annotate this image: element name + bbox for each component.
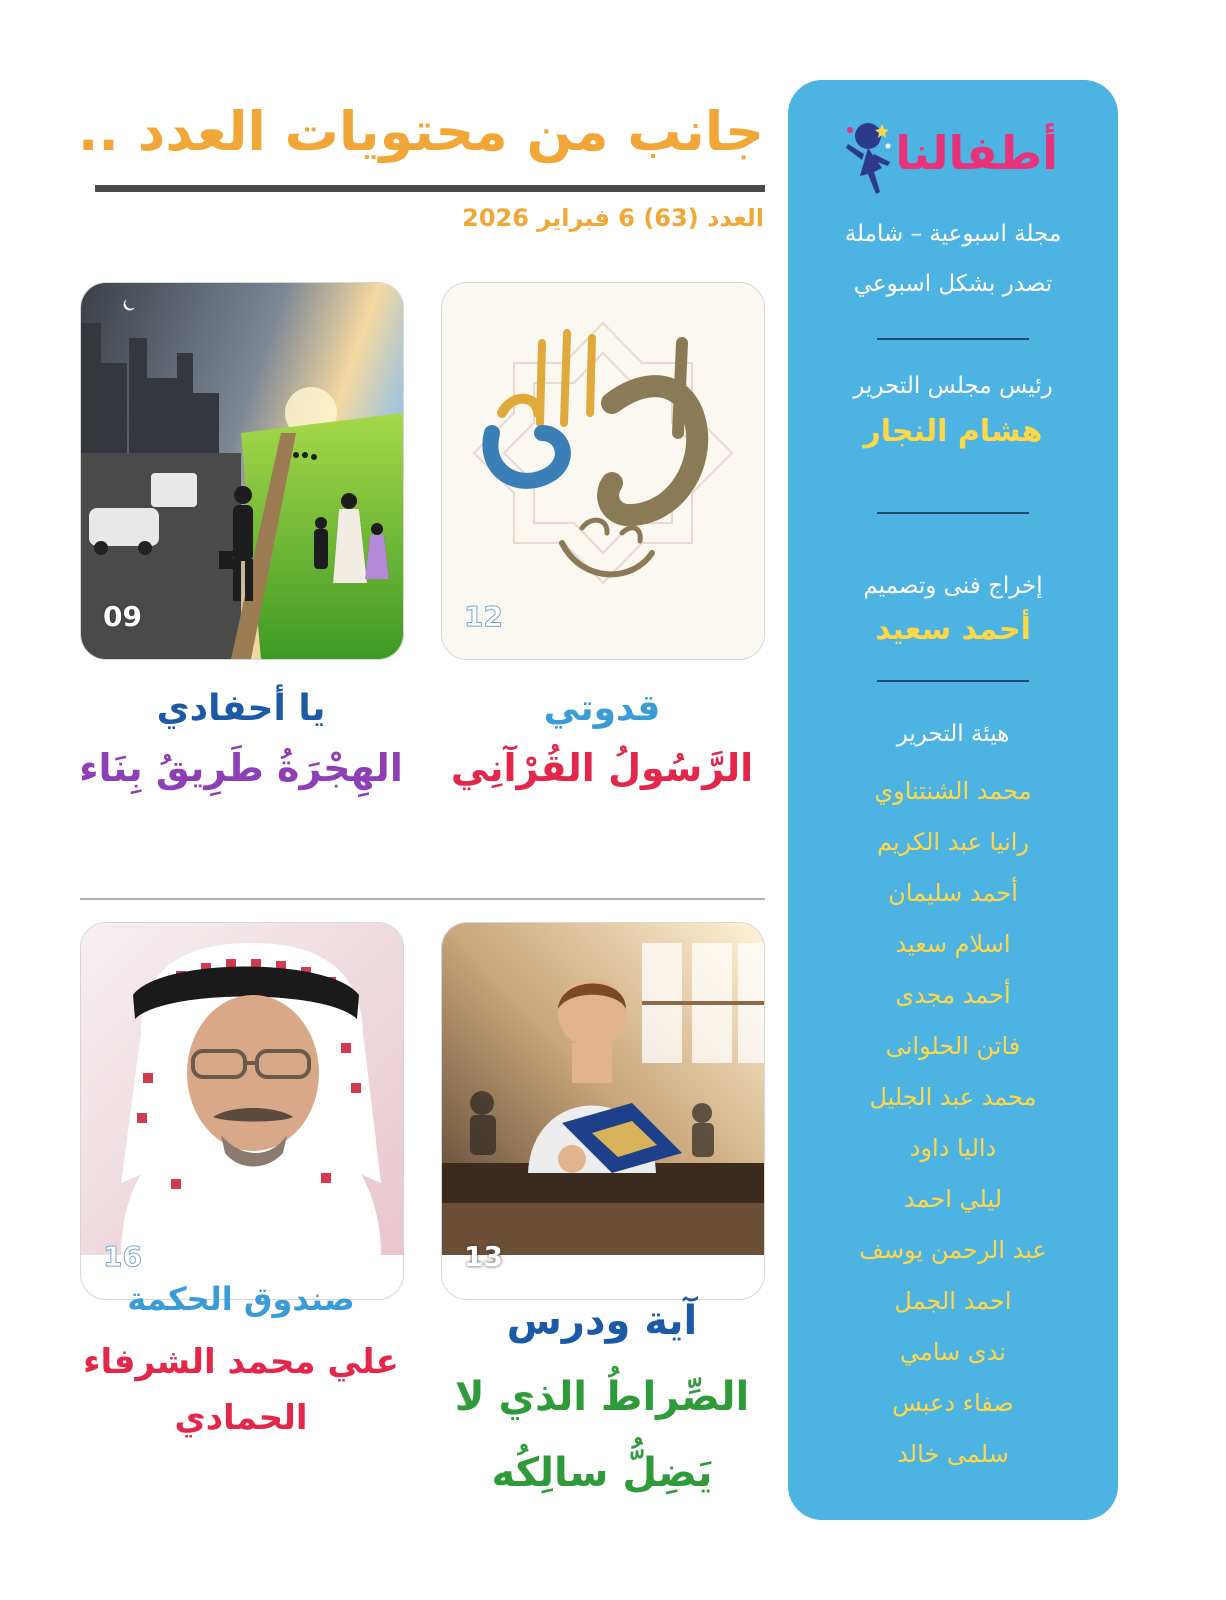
- title-underline: [95, 185, 765, 192]
- article-card-verse-lesson[interactable]: [441, 922, 765, 1300]
- design-label: إخراج فنى وتصميم: [863, 573, 1043, 599]
- article-subtitle: الرَّسُولُ القُرْآنِي: [450, 746, 754, 790]
- chief-editor-label: رئيس مجلس التحرير: [853, 373, 1053, 399]
- article-card-wisdom-box[interactable]: [80, 922, 404, 1300]
- tagline-weekly: مجلة اسبوعية – شاملة: [844, 221, 1062, 247]
- page-number: 13: [464, 1240, 503, 1273]
- student-reading-image: [442, 923, 764, 1255]
- article-title: يا أحفادي: [156, 688, 326, 729]
- divider: [877, 680, 1029, 682]
- section-divider: [80, 898, 765, 900]
- issue-info: العدد (63) 6 فبراير 2026: [462, 204, 764, 232]
- editorial-board-list: [788, 766, 1118, 1480]
- article-subtitle: الهِجْرَةُ طَرِيقُ بِنَاء: [79, 746, 403, 790]
- logo-text: أطفالنا: [895, 126, 1058, 180]
- board-member: ندى سامي: [900, 1338, 1006, 1366]
- board-member: رانيا عبد الكريم: [876, 828, 1030, 856]
- board-member: سلمى خالد: [897, 1440, 1009, 1468]
- article-title: صندوق الحكمة: [127, 1280, 355, 1318]
- magazine-logo: [788, 118, 1118, 198]
- divider: [877, 338, 1029, 340]
- page-number: 16: [103, 1240, 142, 1273]
- board-member: اسلام سعيد: [895, 930, 1011, 958]
- article-card-role-model[interactable]: [441, 282, 765, 660]
- board-member: صفاء دعبس: [892, 1389, 1014, 1417]
- page-title: جانب من محتويات العدد ..: [77, 100, 764, 163]
- masthead-sidebar: [788, 80, 1118, 1520]
- board-member: احمد الجمل: [894, 1287, 1012, 1315]
- article-subtitle: علي محمد الشرفاء: [83, 1342, 399, 1382]
- page-number: 09: [103, 600, 142, 633]
- article-subtitle-line-2: الحمادي: [174, 1398, 308, 1438]
- article-subtitle: الصِّراطُ الذي لا: [454, 1374, 750, 1420]
- chief-editor-name: هشام النجار: [863, 414, 1043, 449]
- child-figure-icon: [838, 118, 898, 198]
- portrait-image: [81, 923, 403, 1255]
- board-member: محمد عبد الجليل: [869, 1083, 1037, 1111]
- editorial-board-label: هيئة التحرير: [896, 721, 1010, 747]
- tagline-frequency: تصدر بشكل اسبوعي: [853, 271, 1053, 297]
- board-member: عبد الرحمن يوسف: [859, 1236, 1047, 1264]
- board-member: محمد الشنتناوي: [874, 777, 1032, 805]
- designer-name: أحمد سعيد: [875, 612, 1031, 647]
- article-title: آية ودرس: [506, 1298, 698, 1344]
- page-number: 12: [464, 600, 503, 633]
- board-member: داليا داود: [909, 1134, 997, 1162]
- board-member: أحمد مجدى: [895, 981, 1011, 1009]
- board-member: فاتن الحلوانى: [885, 1032, 1021, 1060]
- divider: [877, 512, 1029, 514]
- article-title: قدوتي: [543, 688, 661, 729]
- article-card-grandchildren[interactable]: [80, 282, 404, 660]
- article-subtitle-line-2: يَضِلُّ سالِكُه: [491, 1450, 713, 1496]
- board-member: أحمد سليمان: [888, 879, 1018, 907]
- board-member: ليلي احمد: [903, 1185, 1003, 1213]
